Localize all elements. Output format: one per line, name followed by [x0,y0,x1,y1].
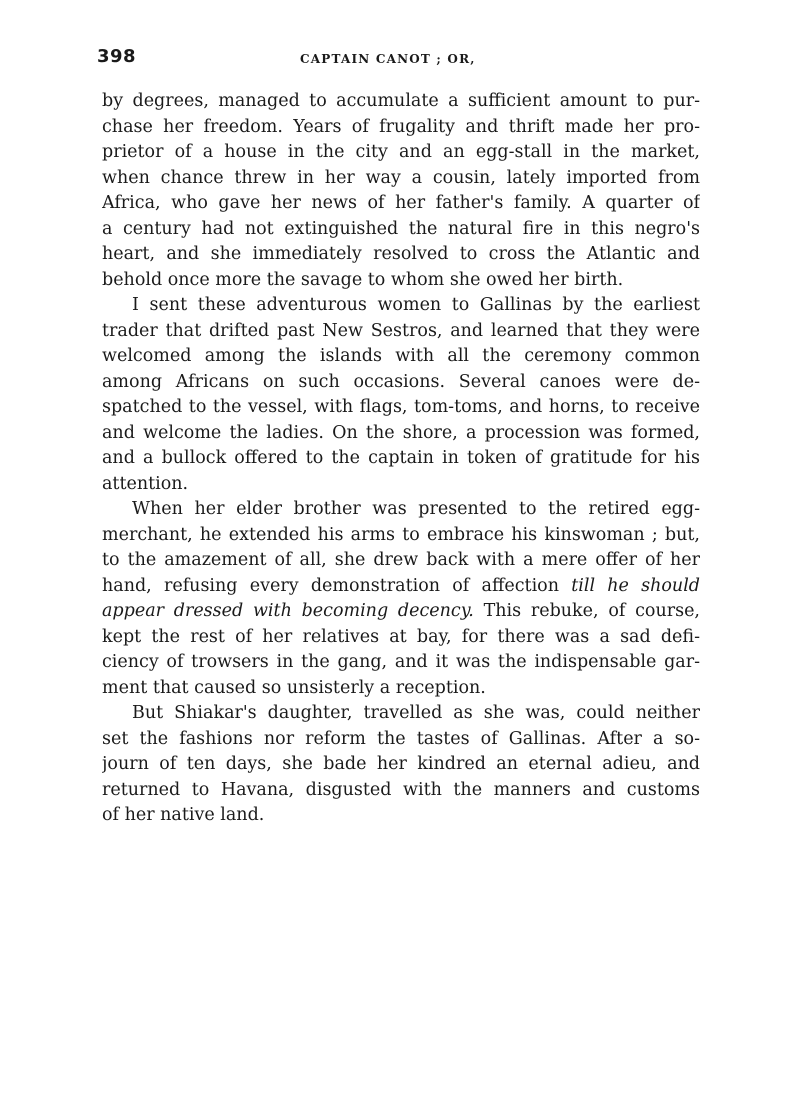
text-line: But Shiakar's daughter, travelled as she was, could neither [132,703,700,723]
text-line: among Africans on such occasions. Several canoes were de- [102,371,700,392]
text-line: heart, and she immediately resolved to cross the Atlantic and [102,244,700,264]
text-line: prietor of a house in the city and an egg-stall in the market, [102,142,700,162]
text-line: ment that caused so unsisterly a reception. [102,677,486,698]
text-line: journ of ten days, she bade her kindred an eternal adieu, and [102,754,700,774]
text-segment: This rebuke, of course, [473,601,700,621]
text-line: chase her freedom. Years of frugality and thrift made her pro- [102,116,700,137]
text-line: welcomed among the islands with all the ceremony common [102,346,700,366]
text-line: a century had not extinguished the natural fire in this negro's [102,218,700,239]
running-head: CAPTAIN CANOT ; OR, [300,52,476,66]
text-line [102,574,700,600]
body-text [102,89,700,829]
text-line: trader that drifted past New Sestros, and learned that they were [102,320,700,341]
italic-segment: till he should [571,575,700,596]
text-segment: hand, refusing every demonstration of affection [102,575,572,596]
text-line: of her native land. [102,805,265,825]
text-line: I sent these adventurous women to Gallinas by the earliest [132,295,700,315]
text-line: attention. [102,473,189,494]
text-line [102,599,700,625]
text-line: to the amazement of all, she drew back with a mere offer of her [102,550,700,570]
page-number: 398 [97,46,137,67]
text-line: and a bullock offered to the captain in token of gratitude for his [102,448,700,468]
text-line: set the fashions nor reform the tastes of Gallinas. After a so- [102,728,700,749]
text-line: returned to Havana, disgusted with the manners and customs [102,779,700,800]
text-line: spatched to the vessel, with flags, tom-toms, and horns, to receive [102,397,700,417]
text-line: by degrees, managed to accumulate a sufficient amount to pur- [102,91,700,111]
text-line: behold once more the savage to whom she owed her birth. [102,269,624,290]
italic-segment: appear dressed with becoming decency. [102,601,474,621]
text-line: merchant, he extended his arms to embrace his kinswoman ; but, [102,524,700,545]
text-line: Africa, who gave her news of her father's family. A quarter of [102,193,700,213]
text-line: ciency of trowsers in the gang, and it was the indispensable gar- [102,652,700,672]
text-line: when chance threw in her way a cousin, lately imported from [102,167,700,188]
text-line: When her elder brother was presented to the retired egg- [132,499,700,519]
text-line: kept the rest of her relatives at bay, for there was a sad defi- [102,626,700,647]
text-line: and welcome the ladies. On the shore, a procession was formed, [102,422,700,443]
